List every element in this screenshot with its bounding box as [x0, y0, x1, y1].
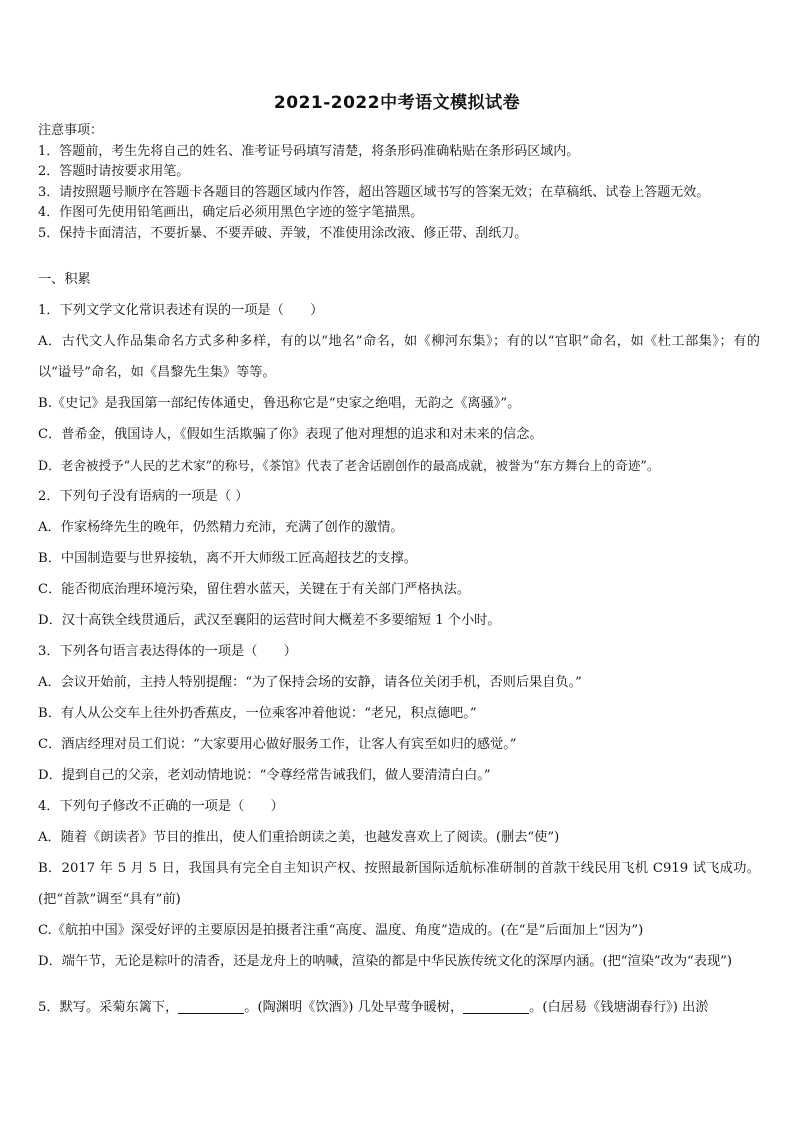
q5-tail: 。(白居易《钱塘湖春行》) 出淤	[529, 1000, 709, 1015]
option-a: A．会议开始前，主持人特别提醒：“为了保持会场的安静，请各位关闭手机，否则后果自负。”	[38, 675, 582, 690]
question-stem: 3．下列各句语言表达得体的一项是（ ）	[38, 644, 297, 659]
option-a: A．古代文人作品集命名方式多种多样，有的以“地名”命名，如《柳河东集》；有的以“官职”命名，如《杜工部集》；有的以“谥号”命名，如《昌黎先生集》等等。	[38, 334, 760, 380]
notice-item-4: 4．作图可先使用铅笔画出，确定后必须用黑色字迹的签字笔描黑。	[38, 205, 424, 220]
option-c: C．普希金，俄国诗人，《假如生活欺骗了你》表现了他对理想的追求和对未来的信念。	[38, 427, 543, 442]
question-stem: 1．下列文学文化常识表述有误的一项是（ ）	[38, 303, 324, 318]
option-d: D．端午节，无论是粽叶的清香，还是龙舟上的呐喊，渲染的都是中华民族传统文化的深厚内涵。(把“渲染”改为“表现”)	[38, 954, 733, 969]
option-a: A．随着《朗读者》节目的推出，使人们重拾朗读之美，也越发喜欢上了阅读。(删去“使”)	[38, 830, 560, 845]
option-b: B．中国制造要与世界接轨，离不开大师级工匠高超技艺的支撑。	[38, 551, 417, 566]
option-b: B．2017 年 5 月 5 日，我国具有完全自主知识产权、按照最新国际适航标准研制的首款干线民用飞机 C919 试飞成功。(把“首款”调至“具有”前)	[38, 861, 760, 907]
exam-title: 2021-2022中考语文模拟试卷	[273, 93, 521, 113]
question-3	[38, 636, 760, 791]
question-4	[38, 791, 760, 977]
answer-blank-2	[463, 999, 529, 1014]
option-c: C．能否彻底治理环境污染，留住碧水蓝天，关键在于有关部门严格执法。	[38, 582, 471, 597]
option-b: B.《史记》是我国第一部纪传体通史，鲁迅称它是“史家之绝唱，无韵之《离骚》”。	[38, 396, 521, 411]
question-5	[38, 992, 760, 1023]
q5-lead: 5．默写。采菊东篱下，	[38, 1000, 179, 1015]
section-gap	[38, 977, 760, 992]
option-a: A．作家杨绛先生的晚年，仍然精力充沛，充满了创作的激情。	[38, 520, 404, 535]
option-b: B．有人从公交车上往外扔香蕉皮，一位乘客冲着他说：“老兄，积点德吧。”	[38, 706, 477, 721]
question-1	[38, 295, 760, 481]
q5-mid: 。(陶渊明《饮酒》) 几处早莺争暖树，	[244, 1000, 464, 1015]
notice-item-1: 1．答题前，考生先将自己的姓名、准考证号码填写清楚，将条形码准确粘贴在条形码区域内。	[38, 143, 580, 159]
option-d: D．老舍被授予“人民的艺术家”的称号，《茶馆》代表了老舍话剧创作的最高成就，被誉为“东方舞台上的奇迹”。	[38, 458, 660, 473]
question-stem: 2．下列句子没有语病的一项是（ ）	[38, 489, 249, 504]
notice-item-5: 5．保持卡面清洁，不要折暴、不要弄破、弄皱，不准使用涂改液、修正带、刮纸刀。	[38, 225, 528, 241]
option-c: C.《航拍中国》深受好评的主要原因是拍摄者注重“高度、温度、角度”造成的。(在“是”后面加上“因为”)	[38, 923, 644, 938]
exam-body	[38, 264, 760, 1023]
question-stem: 4．下列句子修改不正确的一项是（ ）	[38, 799, 284, 814]
section-heading: 一、积累	[38, 272, 91, 287]
notice-item-2: 2．答题时请按要求用笔。	[38, 164, 190, 179]
notice-section	[38, 121, 768, 244]
notice-heading: 注意事项：	[38, 123, 104, 138]
option-d: D．提到自己的父亲，老刘动情地说：“令尊经常告诫我们，做人要清清白白。”	[38, 768, 491, 783]
question-2	[38, 481, 760, 636]
answer-blank-1	[178, 999, 244, 1014]
option-d: D．汉十高铁全线贯通后，武汉至襄阳的运营时间大概差不多要缩短 1 个小时。	[38, 613, 501, 628]
notice-item-3: 3．请按照题号顺序在答题卡各题目的答题区域内作答，超出答题区域书写的答案无效；在草稿纸、试卷上答题无效。	[38, 184, 710, 200]
option-c: C．酒店经理对员工们说：“大家要用心做好服务工作，让客人有宾至如归的感觉。”	[38, 737, 517, 752]
